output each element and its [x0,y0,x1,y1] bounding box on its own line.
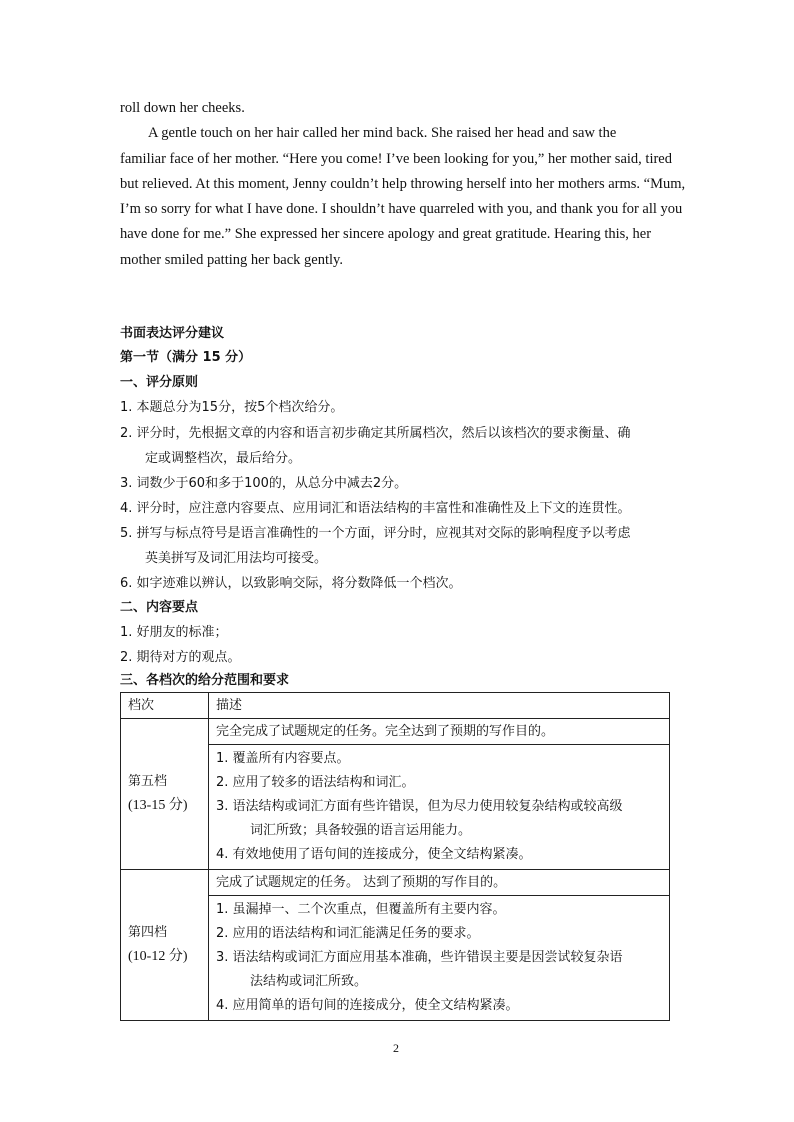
content-point: 1. 好朋友的标准； [120,625,228,640]
principle-item: 2. 评分时，先根据文章的内容和语言初步确定其所属档次，然后以该档次的要求衡量、确 [120,426,631,441]
grading-table [120,692,670,1021]
story-line: mother smiled patting her back gently. [120,251,343,268]
page-number: 2 [393,1041,399,1055]
section-title: 第一节（满分 15 分） [120,350,252,365]
principle-item: 6. 如字迹难以辨认，以致影响交际，将分数降低一个档次。 [120,576,462,591]
principles-heading: 一、评分原则 [120,375,199,390]
level-summary: 完成了试题规定的任务。 达到了预期的写作目的。 [209,870,670,896]
requirement-item: 1. 虽漏掉一、二个次重点，但覆盖所有主要内容。 [216,902,506,917]
requirement-item: 3. 语法结构或词汇方面有些许错误，但为尽力使用较复杂结构或较高级 [216,799,623,814]
level-range: (10-12 分) [128,949,188,964]
table-header-row [121,693,670,719]
level-summary: 完全完成了试题规定的任务。完全达到了预期的写作目的。 [209,719,670,745]
story-line: but relieved. At this moment, Jenny couldn’t help throwing herself into her mothers arms. “Mum, [120,175,686,192]
requirement-item: 4. 有效地使用了语句间的连接成分，使全文结构紧凑。 [216,847,532,862]
principle-item: 4. 评分时，应注意内容要点、应用词汇和语法结构的丰富性和准确性及上下文的连贯性。 [120,501,631,516]
requirement-item: 1. 覆盖所有内容要点。 [216,751,350,766]
header-level: 档次 [121,693,209,719]
table-row [121,719,670,745]
story-line: I’m so sorry for what I have done. I shouldn’t have quarreled with you, and thank you for all you [120,201,683,218]
requirement-item: 2. 应用了较多的语法结构和词汇。 [216,775,415,790]
requirement-item: 4. 应用简单的语句间的连接成分，使全文结构紧凑。 [216,998,519,1013]
level-requirements [209,745,670,870]
table-row [121,870,670,896]
story-line: have done for me.” She expressed her sincere apology and great gratitude. Hearing this, her [120,226,652,243]
level-name: 第五档 [128,774,168,789]
requirement-item-continued: 法结构或词汇所致。 [250,974,368,989]
principle-item-continued: 英美拼写及词汇用法均可接受。 [145,551,328,566]
requirement-item: 2. 应用的语法结构和词汇能满足任务的要求。 [216,926,480,941]
story-text [120,96,686,273]
principle-item: 5. 拼写与标点符号是语言准确性的一个方面，评分时，应视其对交际的影响程度予以考虑 [120,526,631,541]
story-line: roll down her cheeks. [120,100,245,116]
principle-item: 1. 本题总分为15分，按5个档次给分。 [120,400,344,415]
content-point: 2. 期待对方的观点。 [120,650,241,665]
requirement-item: 3. 语法结构或词汇方面应用基本准确，些许错误主要是因尝试较复杂语 [216,950,623,965]
principle-item: 3. 词数少于60和多于100的，从总分中减去2分。 [120,476,408,491]
rubric-title: 书面表达评分建议 [120,326,225,341]
header-description: 描述 [209,693,670,719]
level-range: (13-15 分) [128,798,188,813]
level-requirements [209,896,670,1021]
requirement-item-continued: 词汇所致；具备较强的语言运用能力。 [250,823,472,838]
story-line: familiar face of her mother. “Here you come! I’ve been looking for you,” her mother said, tired [120,150,672,167]
level-name: 第四档 [128,925,168,940]
levels-heading: 三、各档次的给分范围和要求 [120,673,290,688]
level-cell [121,870,209,1021]
story-line: A gentle touch on her hair called her mind back. She raised her head and saw the [148,125,617,142]
content-heading: 二、内容要点 [120,600,199,615]
principle-item-continued: 定或调整档次，最后给分。 [145,451,302,466]
level-cell [121,719,209,870]
